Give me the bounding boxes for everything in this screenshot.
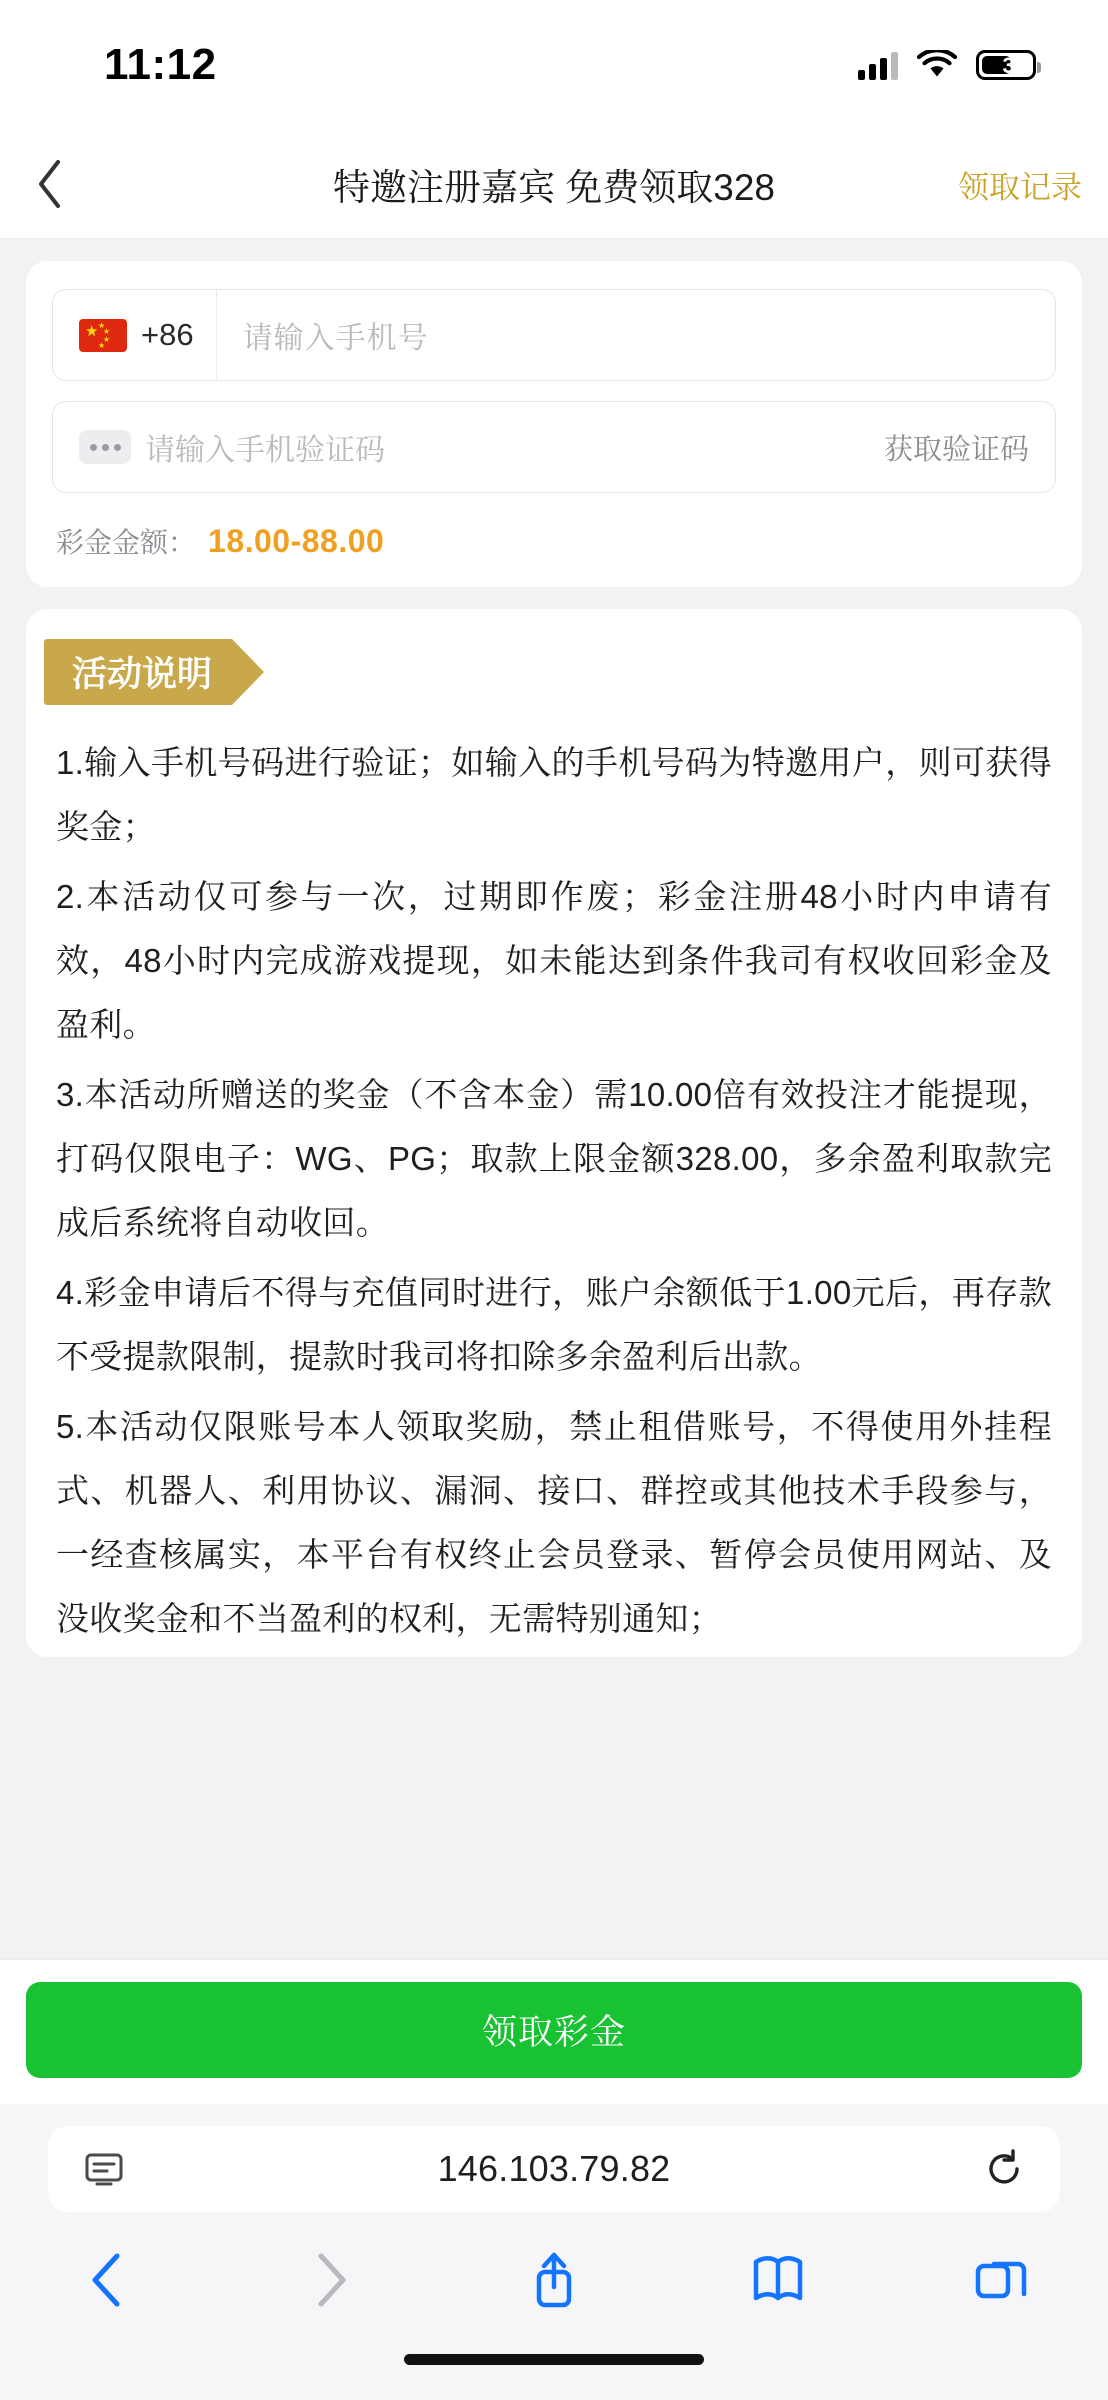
dots-passcode-icon — [79, 430, 131, 464]
form-card — [26, 261, 1082, 587]
get-code-button[interactable]: 获取验证码 — [883, 433, 1029, 466]
forward-icon — [286, 2235, 376, 2325]
verification-code-field-row[interactable] — [52, 401, 1056, 493]
rule-item: 1.输入手机号码进行验证；如输入的手机号码为特邀用户，则可获得奖金； — [56, 744, 1052, 845]
rule-item: 5.本活动仅限账号本人领取奖励，禁止租借账号，不得使用外挂程式、机器人、利用协议、漏洞、接口、群控或其他技术手段参与，一经查核属实，本平台有权终止会员登录、暂停会员使用网站、及没收奖金和不当盈利的权利，无需特别通知； — [56, 1408, 1052, 1637]
bookmarks-icon[interactable] — [733, 2235, 823, 2325]
wifi-icon — [916, 50, 958, 80]
cta-container — [0, 1959, 1108, 2104]
status-time: 11:12 — [104, 40, 217, 89]
url-bar[interactable] — [48, 2126, 1060, 2212]
rule-item: 2.本活动仅可参与一次，过期即作废；彩金注册48小时内申请有效，48小时内完成游戏提现，如未能达到条件我司有权收回彩金及盈利。 — [56, 878, 1052, 1043]
url-text[interactable]: 146.103.79.82 — [437, 2148, 671, 2189]
back-icon[interactable] — [62, 2235, 152, 2325]
home-indicator[interactable] — [404, 2354, 704, 2365]
page-content — [0, 239, 1108, 1959]
cellular-signal-icon — [858, 50, 898, 80]
bonus-amount-row — [52, 521, 1056, 561]
country-code-selector[interactable] — [53, 290, 217, 380]
battery-percent: 33 — [1002, 53, 1027, 78]
bonus-amount-label: 彩金金额： — [56, 527, 197, 558]
records-link[interactable]: 领取记录 — [958, 169, 1082, 205]
bonus-amount-value: 18.00-88.00 — [208, 523, 385, 559]
china-flag-icon: ★ ★ ★ ★ ★ — [79, 319, 127, 352]
home-indicator-area — [0, 2340, 1108, 2400]
claim-bonus-button[interactable]: 领取彩金 — [26, 1982, 1082, 2078]
country-code-value: +86 — [141, 317, 194, 352]
battery-icon — [976, 50, 1036, 80]
rule-item: 4.彩金申请后不得与充值同时进行，账户余额低于1.00元后，再存款不受提款限制，提款时我司将扣除多余盈利后出款。 — [56, 1274, 1052, 1375]
page-settings-icon[interactable] — [78, 2151, 130, 2187]
status-bar — [0, 0, 1108, 130]
status-icons — [858, 50, 1046, 80]
chevron-left-icon — [35, 158, 65, 210]
page-nav-bar — [0, 130, 1108, 239]
rule-item: 3.本活动所赠送的奖金（不含本金）需10.00倍有效投注才能提现，打码仅限电子：WG、PG；取款上限金额328.00，多余盈利取款完成后系统将自动收回。 — [56, 1076, 1052, 1241]
page-title: 特邀注册嘉宾 免费领取328 — [332, 167, 775, 208]
browser-chrome — [0, 2104, 1108, 2400]
rules-card — [26, 609, 1082, 1657]
browser-toolbar — [0, 2220, 1108, 2340]
reload-icon[interactable] — [978, 2147, 1030, 2191]
url-bar-row — [0, 2118, 1108, 2220]
rules-ribbon-title: 活动说明 — [44, 639, 232, 705]
tabs-icon[interactable] — [956, 2235, 1046, 2325]
phone-input[interactable]: 请输入手机号 — [242, 322, 429, 355]
verification-code-input[interactable]: 请输入手机验证码 — [145, 434, 385, 467]
share-icon[interactable] — [509, 2235, 599, 2325]
phone-field-row[interactable] — [52, 289, 1056, 381]
back-button[interactable] — [0, 130, 100, 238]
rules-body — [26, 705, 1082, 1651]
